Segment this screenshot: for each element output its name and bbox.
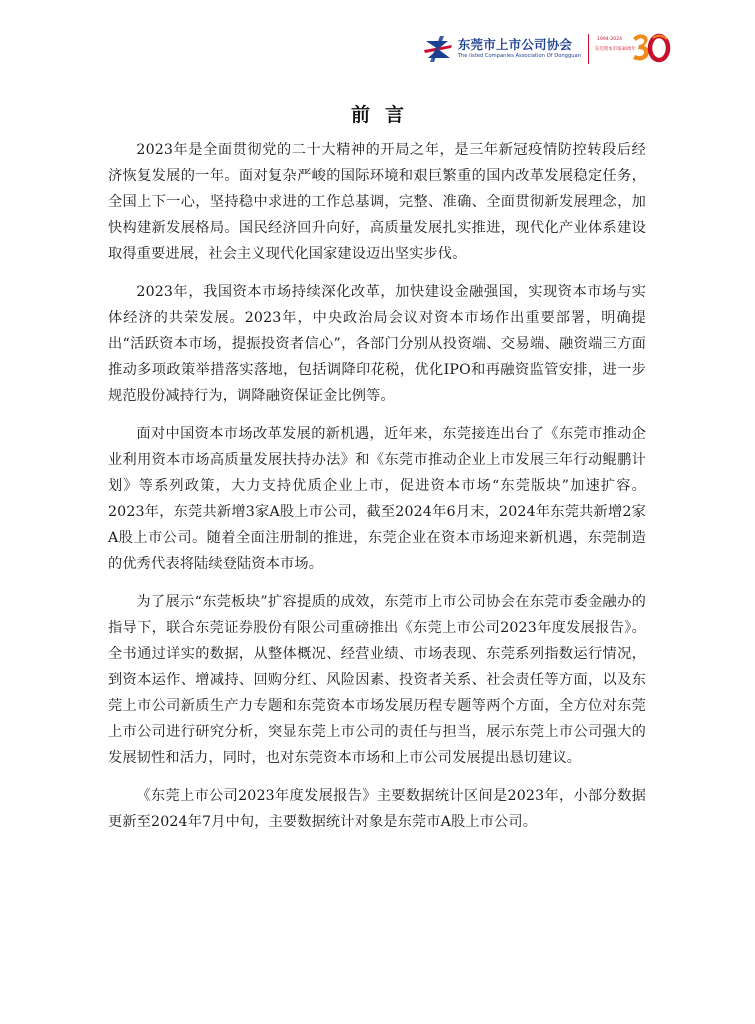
paragraph: 为了展示“东莞板块”扩容提质的成效，东莞市上市公司协会在东莞市委金融办的指导下，联合东莞证券股份有限公司重磅推出《东莞上市公司2023年度发展报告》。全书通过详实的数据，从整体概况、经营业绩、市场表现、东莞系列指数运行情况，到资本运作、增减持、回购分红、风险因素、投资者关系、社会责任等方面，以及东莞上市公司新质生产力专题和东莞资本市场发展历程专题等两个方面，全方位对东莞上市公司进行研究分析，突显东莞上市公司的责任与担当，展示东莞上市公司强大的发展韧性和活力，同时，也对东莞资本市场和上市公司发展提出恳切建议。 — [108, 594, 646, 766]
association-english-name: The listed Companies Association Of Dongguan — [457, 53, 581, 60]
association-logo — [422, 34, 581, 64]
anniversary-slogan: 东莞资本市场30周年 — [595, 47, 636, 52]
association-emblem-icon — [422, 34, 454, 64]
anniversary-logo — [595, 32, 671, 66]
logo-divider — [588, 34, 589, 64]
paragraph: 2023年是全面贯彻党的二十大精神的开局之年，是三年新冠疫情防控转段后经济恢复发展的一年。面对复杂严峻的国际环境和艰巨繁重的国内改革发展稳定任务，全国上下一心，坚持稳中求进的工作总基调，完整、准确、全面贯彻新发展理念，加快构建新发展格局。国民经济回升向好，高质量发展扎实推进，现代化产业体系建设取得重要进展，社会主义现代化国家建设迈出坚实步伐。 — [108, 142, 646, 262]
paragraph: 《东莞上市公司2023年度发展报告》主要数据统计区间是2023年，小部分数据更新至2024年7月中旬，主要数据统计对象是东莞市A股上市公司。 — [108, 788, 646, 830]
anniversary-years: 1994-2024 — [597, 37, 623, 42]
paragraph: 2023年，我国资本市场持续深化改革，加快建设金融强国，实现资本市场与实体经济的共荣发展。2023年，中央政治局会议对资本市场作出重要部署，明确提出“活跃资本市场，提振投资者信心”，各部门分别从投资端、交易端、融资端三方面推动多项政策举措落实落地，包括调降印花税，优化IPO和再融资监管安排，进一步规范股份减持行为，调降融资保证金比例等。 — [108, 284, 646, 404]
paragraph: 面对中国资本市场改革发展的新机遇，近年来，东莞接连出台了《东莞市推动企业利用资本市场高质量发展扶持办法》和《东莞市推动企业上市发展三年行动鲲鹏计划》等系列政策，大力支持优质企业上市，促进资本市场“东莞版块”加速扩容。2023年，东莞共新增3家A股上市公司，截至2024年6月末，2024年东莞共新增2家A股上市公司。随着全面注册制的推进，东莞企业在资本市场迎来新机遇，东莞制造的优秀代表将陆续登陆资本市场。 — [108, 426, 646, 572]
preface-body — [108, 137, 646, 847]
association-name: 东莞市上市公司协会 — [457, 36, 573, 52]
page-header — [422, 32, 671, 66]
anniversary-30-emblem-icon — [629, 30, 671, 66]
page-title: 前言 — [350, 104, 419, 126]
